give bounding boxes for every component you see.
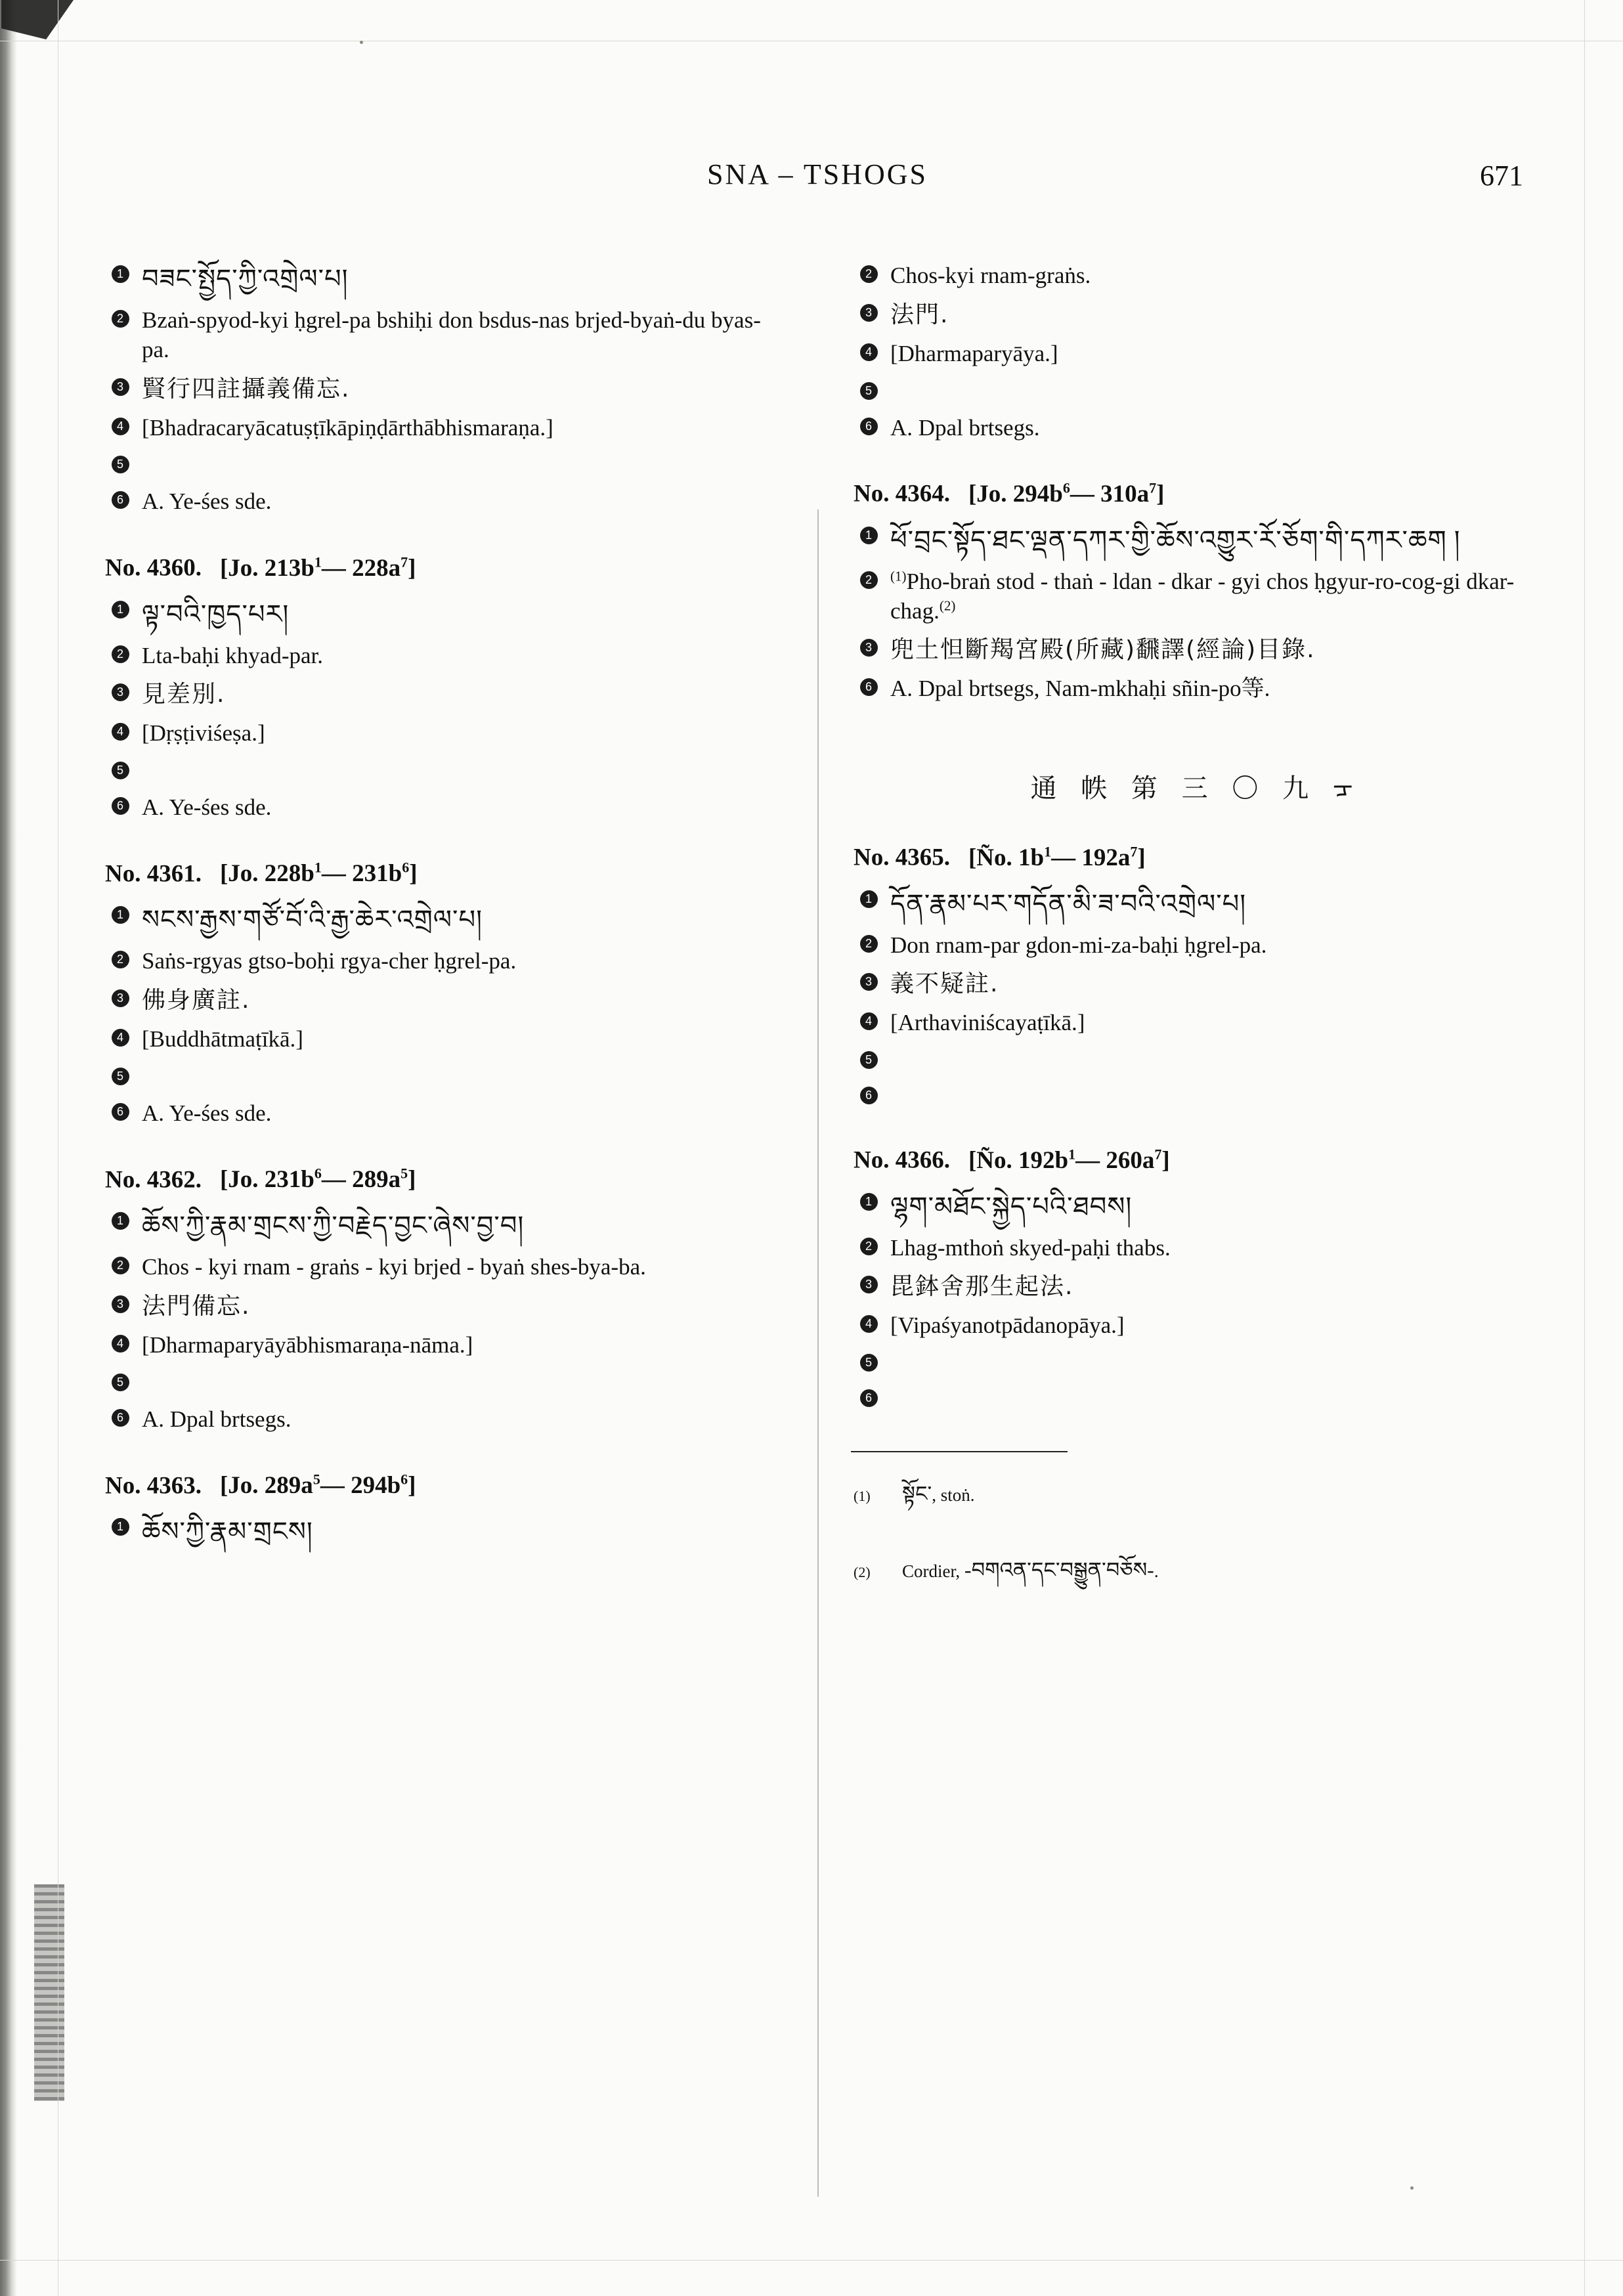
entry-heading	[854, 1146, 1536, 1174]
entry-number: No. 4365.	[854, 844, 950, 871]
entry-line	[98, 901, 788, 938]
entry-number: No. 4361.	[105, 860, 202, 888]
entry-line	[98, 1404, 788, 1435]
line-marker: 6	[98, 1404, 142, 1427]
entry-line	[98, 260, 788, 297]
entry-reference: [Ño. $1b^1—$ $192a^7$]	[968, 843, 1146, 871]
scan-speck	[360, 41, 363, 44]
line-marker: 3	[98, 984, 142, 1007]
transliterated-title: Lta-baḥi khyad-par.	[142, 642, 324, 668]
line-marker: 2	[98, 945, 142, 968]
line-marker: 4	[98, 718, 142, 741]
empty-field	[890, 377, 1536, 378]
catalog-entry	[847, 1146, 1536, 1412]
transliterated-title: Don rnam-par gdon-mi-za-baḥi ḥgrel-pa.	[890, 932, 1267, 958]
entry-line	[98, 1062, 788, 1090]
entry-number: No. 4366.	[854, 1146, 950, 1174]
entry-heading	[105, 859, 788, 888]
entry-line	[847, 673, 1536, 704]
scan-margin-artifact	[34, 1884, 64, 2101]
line-marker: 3	[847, 968, 890, 991]
line-marker: 6	[847, 1384, 890, 1407]
entry-heading	[854, 479, 1536, 508]
line-marker: 2	[847, 1232, 890, 1255]
line-marker: 2	[847, 260, 890, 283]
scan-edge-artifact	[0, 0, 17, 2296]
author-translator: A. Dpal brtsegs, Nam-mkhaḥi sñin-po等.	[890, 676, 1270, 702]
page-content	[98, 158, 1536, 1623]
catalog-entry-continued	[847, 260, 1536, 443]
footnote-tibetan: -བགའན་དང་བསྒྱུན་བཅོས-	[964, 1558, 1154, 1582]
line-marker: 6	[98, 1098, 142, 1121]
chinese-title: 賢行四註攝義備忘.	[142, 375, 351, 402]
entry-line	[847, 1349, 1536, 1376]
entry-line	[98, 984, 788, 1016]
tibetan-title: སངས་རྒྱས་གཙོ་བོ་འི་རྒྱ་ཆེར་འགྲེལ་པ།	[142, 905, 483, 935]
entry-line	[98, 596, 788, 632]
entry-line	[847, 377, 1536, 404]
entry-line	[847, 260, 1536, 291]
line-marker: 4	[98, 412, 142, 435]
tibetan-title: ལྟ་བའི་ཁྱད་པར།	[142, 599, 290, 629]
chinese-title: 毘鉢舍那生起法.	[890, 1273, 1074, 1301]
line-marker: 3	[847, 1270, 890, 1293]
entry-line	[98, 678, 788, 710]
entry-line	[98, 1330, 788, 1360]
chinese-title: 兜土怛斷羯宮殿(所藏)飜譯(經論)目錄.	[890, 636, 1316, 664]
line-marker: 5	[847, 1349, 890, 1372]
entry-line	[98, 305, 788, 365]
entry-reference: [Jo. $228b^1—$ $231b^6$]	[219, 859, 418, 888]
line-marker: 6	[847, 1081, 890, 1104]
entry-line	[98, 1513, 788, 1549]
entry-line	[98, 640, 788, 671]
entry-reference: [Jo. $231b^6—$ $289a^5$]	[219, 1165, 416, 1194]
line-marker: 2	[98, 640, 142, 663]
footnote-marker: (1)	[854, 1488, 871, 1505]
transliterated-title: Bzaṅ-spyod-kyi ḥgrel-pa bshiḥi don bsdus-nas brjed-byaṅ-du byas-pa.	[142, 307, 761, 362]
footnote-ref-1: (1)	[890, 568, 907, 584]
entry-line	[847, 885, 1536, 922]
sanskrit-title: [Dṛṣṭiviśeṣa.]	[142, 720, 265, 747]
entry-line	[847, 634, 1536, 665]
two-column-body	[98, 260, 1536, 1623]
right-column	[847, 260, 1536, 1623]
entry-reference: [Ño. $192b^1—$ $260a^7$]	[968, 1146, 1170, 1174]
line-marker: 1	[98, 260, 142, 283]
entry-line	[98, 718, 788, 748]
footnote-marker: (2)	[854, 1564, 871, 1581]
footnote	[847, 1547, 1536, 1606]
running-title: SNA – TSHOGS	[707, 158, 928, 190]
author-translator: A. Ye-śes sde.	[142, 1100, 272, 1127]
transliterated-title: Chos-kyi rnam-graṅs.	[890, 263, 1091, 288]
line-marker: 2	[847, 930, 890, 953]
sanskrit-title: [Dharmaparyāya.]	[890, 340, 1058, 366]
line-marker: 5	[98, 1368, 142, 1391]
entry-line	[847, 1007, 1536, 1038]
line-marker: 4	[847, 1310, 890, 1333]
entry-line	[98, 1290, 788, 1322]
transliterated-title: Saṅs-rgyas gtso-boḥi rgya-cher ḥgrel-pa.	[142, 948, 517, 974]
line-marker: 1	[98, 1513, 142, 1536]
line-marker: 5	[98, 756, 142, 779]
sanskrit-title: [Dharmaparyāyābhismaraṇa-nāma.]	[142, 1332, 473, 1358]
author-translator: A. Ye-śes sde.	[142, 794, 272, 821]
line-marker: 6	[98, 486, 142, 509]
line-marker: 3	[98, 1290, 142, 1313]
page-header	[98, 158, 1536, 221]
line-marker: 6	[98, 792, 142, 815]
footnote-separator	[851, 1451, 1068, 1452]
entry-line	[847, 1270, 1536, 1302]
entry-line	[98, 450, 788, 478]
page-number: 671	[1480, 160, 1523, 192]
line-marker: 4	[847, 1007, 890, 1030]
line-marker: 5	[847, 1046, 890, 1069]
line-marker: 1	[847, 1188, 890, 1211]
entry-line	[98, 412, 788, 443]
author-translator: A. Dpal brtsegs.	[142, 1406, 292, 1432]
footnote	[847, 1471, 1536, 1530]
line-marker: 4	[98, 1330, 142, 1353]
entry-line	[98, 792, 788, 823]
entry-line	[98, 1207, 788, 1244]
volume-section-heading: 通 帙 第 三 〇 九 ᠴ	[1030, 773, 1353, 804]
empty-field	[890, 1046, 1536, 1047]
page-border-line-right	[1584, 0, 1585, 2296]
chinese-title: 義不疑註.	[890, 970, 999, 998]
line-marker: 2	[847, 566, 890, 589]
empty-field	[890, 1349, 1536, 1350]
line-marker: 1	[847, 885, 890, 908]
line-marker: 4	[98, 1024, 142, 1047]
entry-line	[847, 1310, 1536, 1341]
catalog-entry	[98, 260, 788, 517]
entry-line	[847, 1188, 1536, 1224]
tibetan-title: ཆོས་ཀྱི་རྣམ་གྲངས་ཀྱི་བརྗེད་བྱང་ཞེས་བྱ་བ།	[142, 1211, 525, 1241]
entry-line	[98, 756, 788, 784]
entry-line	[847, 930, 1536, 961]
sanskrit-title: [Vipaśyanotpādanopāya.]	[890, 1312, 1125, 1339]
line-marker: 5	[98, 1062, 142, 1085]
line-marker: 1	[98, 901, 142, 924]
empty-field	[142, 1368, 788, 1370]
chinese-title: 法門備忘.	[142, 1292, 251, 1320]
catalog-entry	[98, 859, 788, 1129]
footnote-ref-2: (2)	[939, 597, 956, 613]
line-marker: 1	[847, 521, 890, 544]
entry-line	[98, 486, 788, 517]
catalog-entry	[98, 1471, 788, 1549]
footnote-text: Cordier, -བགའན་དང་བསྒྱུན་བཅོས-.	[902, 1558, 1159, 1582]
entry-heading	[105, 1165, 788, 1194]
tibetan-title: ལྷག་མཐོང་སྐྱེད་པའི་ཐབས།	[890, 1191, 1133, 1221]
entry-line	[847, 338, 1536, 369]
line-marker: 4	[847, 338, 890, 361]
catalog-entry	[847, 479, 1536, 704]
left-column	[98, 260, 788, 1623]
tibetan-title: ཆོས་ཀྱི་རྣམ་གྲངས།	[142, 1516, 313, 1546]
entry-line	[847, 1384, 1536, 1412]
line-marker: 3	[98, 373, 142, 396]
line-marker: 3	[98, 678, 142, 701]
line-marker: 1	[98, 1207, 142, 1230]
catalog-entry	[98, 553, 788, 823]
page-border-line-bottom	[0, 2260, 1623, 2261]
tibetan-title: བཟང་སྤྱོད་ཀྱི་འགྲེལ་པ།	[142, 264, 349, 293]
author-translator	[890, 1384, 1536, 1385]
line-marker: 5	[847, 377, 890, 400]
entry-line	[98, 1251, 788, 1282]
chinese-title: 見差別.	[142, 681, 226, 708]
entry-line	[98, 1368, 788, 1396]
author-translator: A. Ye-śes sde.	[142, 488, 272, 515]
entry-line	[847, 521, 1536, 558]
entry-line	[847, 299, 1536, 330]
line-marker: 1	[98, 596, 142, 618]
line-marker: 5	[98, 450, 142, 473]
entry-reference: [Jo. $289a^5—$ $294b^6$]	[219, 1471, 416, 1499]
tibetan-title: ཕོ་བྲང་སྟོད་ཐང་ལྡན་དཀར་གྱི་ཆོས་འགྱུར་རོ་ཅོག་གི་དཀར་ཆག །	[890, 525, 1461, 555]
sanskrit-title: [Arthaviniścayaṭīkā.]	[890, 1010, 1085, 1036]
footnote-tibetan: སྟོང་	[902, 1482, 932, 1506]
entry-line	[847, 412, 1536, 443]
tibetan-title: དོན་རྣམ་པར་གདོན་མི་ཟ་བའི་འགྲེལ་པ།	[890, 888, 1247, 919]
line-marker: 6	[847, 673, 890, 696]
entry-line	[98, 945, 788, 976]
transliterated-title: Chos - kyi rnam - graṅs - kyi brjed - byaṅ shes-bya-ba.	[142, 1254, 646, 1280]
line-marker: 3	[847, 634, 890, 657]
entry-line	[847, 1232, 1536, 1263]
entry-line	[847, 566, 1536, 626]
sanskrit-title: [Buddhātmaṭīkā.]	[142, 1026, 303, 1052]
entry-heading	[105, 1471, 788, 1500]
chinese-title: 佛身廣註.	[142, 987, 251, 1014]
line-marker: 3	[847, 299, 890, 322]
entry-number: No. 4360.	[105, 554, 202, 582]
catalog-entry	[847, 843, 1536, 1109]
entry-line	[847, 1046, 1536, 1073]
author-translator: A. Dpal brtsegs.	[890, 414, 1040, 441]
catalog-entry	[98, 1165, 788, 1435]
footnote-text: སྟོང་, stoṅ.	[902, 1482, 975, 1506]
transliterated-title: Lhag-mthoṅ skyed-paḥi thabs.	[890, 1234, 1171, 1261]
entry-line	[98, 1098, 788, 1129]
sanskrit-title: [Bhadracaryācatuṣṭīkāpiṇḍārthābhismaraṇa.]	[142, 414, 553, 441]
line-marker: 2	[98, 305, 142, 328]
entry-reference: [Jo. $213b^1—$ $228a^7$]	[219, 553, 416, 582]
entry-heading	[854, 843, 1536, 871]
empty-field	[142, 450, 788, 452]
empty-field	[142, 1062, 788, 1064]
entry-line	[98, 373, 788, 404]
scan-speck	[1410, 2186, 1414, 2190]
entry-line	[847, 1081, 1536, 1109]
line-marker: 6	[847, 412, 890, 435]
entry-heading	[105, 553, 788, 582]
entry-line	[847, 968, 1536, 999]
chinese-title: 法門.	[890, 301, 949, 328]
entry-reference: [Jo. $294b^6—$ $310a^7$]	[968, 479, 1165, 508]
empty-field	[142, 756, 788, 758]
author-translator	[890, 1081, 1536, 1083]
entry-line	[98, 1024, 788, 1054]
column-divider	[817, 509, 819, 2197]
line-marker: 2	[98, 1251, 142, 1274]
entry-number: No. 4362.	[105, 1166, 202, 1194]
entry-number: No. 4363.	[105, 1471, 202, 1499]
transliterated-title: $^{(1)}$Pho-braṅ stod - thaṅ - ldan - dkar - gyi chos ḥgyur-ro-cog-gi dkar-chag.$^{(2)}$	[890, 568, 1515, 624]
entry-number: No. 4364.	[854, 480, 950, 508]
